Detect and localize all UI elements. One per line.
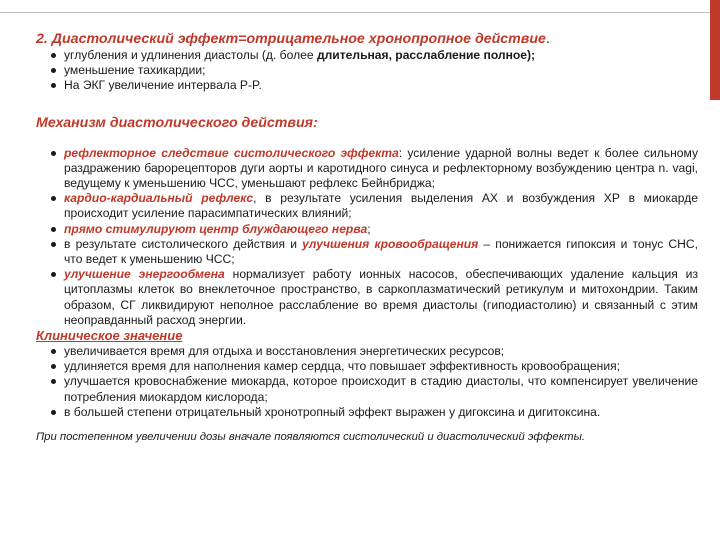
footnote: При постепенном увеличении дозы вначале появляются систолический и диастолический эффекты. [36,431,586,444]
top-rule [0,0,720,13]
clinical-heading: Клиническое значение [36,328,183,344]
list-item: рефлекторное следствие систолического эффекта: усиление ударной волны ведет к более сильному раздражению барорецепторов дуги аорты и каротидного синуса и рефлекторному возбуждению центра n. vagi, ведущему к уменьшению ЧСС, уменьшают рефлекс Бейнбриджа; [36,146,698,192]
diastolic-effect-list [36,48,698,94]
accent-bar [710,0,720,100]
list-item: На ЭКГ увеличение интервала P-P. [36,78,698,93]
mechanism-heading: Механизм диастолического действия: [36,114,318,131]
list-item: удлиняется время для наполнения камер сердца, что повышает эффективность кровообращения; [36,359,698,374]
list-item: в большей степени отрицательный хронотропный эффект выражен у дигоксина и дигитоксина. [36,405,698,420]
list-item: уменьшение тахикардии; [36,63,698,78]
list-item: в результате систолического действия и улучшения кровообращения – понижается гипоксия и тонус СНС, что ведет к уменьшению ЧСС; [36,237,698,267]
list-item: увеличивается время для отдыха и восстановления энергетических ресурсов; [36,344,698,359]
list-item: улучшается кровоснабжение миокарда, которое происходит в стадию диастолы, что компенсирует увеличение потребления миокардом кислорода; [36,374,698,404]
mechanism-list [36,146,698,328]
list-item: кардио-кардиальный рефлекс, в результате усиления выделения АХ и возбуждения ХР в миокарде происходит усиление парасимпатических влияний; [36,191,698,221]
list-item: улучшение энергообмена нормализует работу ионных насосов, обеспечивающих удаление кальция из цитоплазмы клеток во внеклеточное пространство, в саркоплазматический ретикулум и митохондрии. Таким образом, СГ ликвидируют неполное расслабление во время диастолы (гиподиастолию) и связанный с этим неоправданный расход энергии. [36,267,698,328]
slide-content [36,30,698,444]
diastolic-effect-heading: 2. Диастолический эффект=отрицательное хронопропное действие. [36,31,550,47]
list-item: углубления и удлинения диастолы (д. более длительная, расслабление полное); [36,48,698,63]
list-item: прямо стимулируют центр блуждающего нерва; [36,222,698,237]
clinical-list [36,344,698,420]
